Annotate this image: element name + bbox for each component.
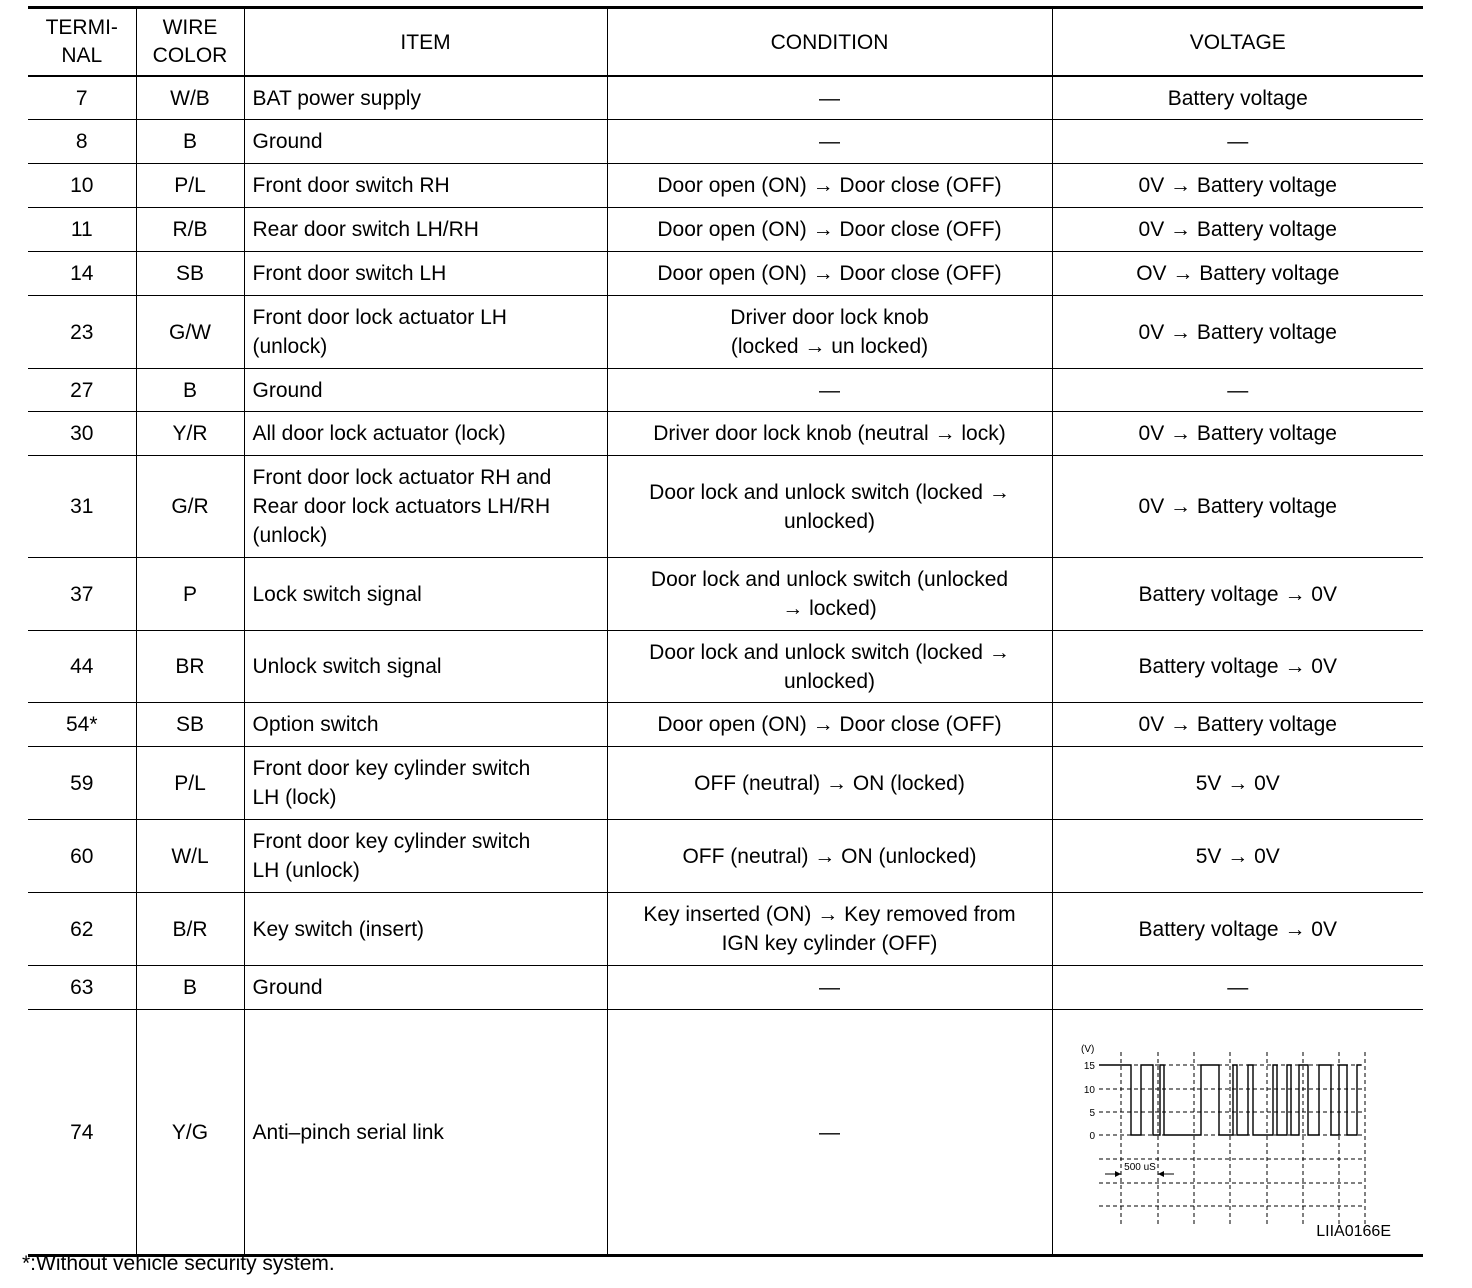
cell-item: Front door lock actuator RH and Rear door lock actuators LH/RH (unlock): [244, 456, 607, 558]
cell-voltage: 5V → 0V: [1052, 820, 1423, 893]
cell-wire-color: Y/R: [136, 412, 244, 456]
cell-condition: OFF (neutral) → ON (locked): [607, 747, 1052, 820]
cell-item: Lock switch signal: [244, 558, 607, 631]
cell-wire-color: P: [136, 558, 244, 631]
waveform-y-tick: 5: [1088, 1108, 1095, 1119]
table-row: [28, 252, 1423, 296]
cell-terminal: 63: [28, 966, 136, 1010]
table-row: [28, 164, 1423, 208]
serial-link-waveform: [1061, 1012, 1432, 1252]
cell-terminal: 60: [28, 820, 136, 893]
cell-wire-color: R/B: [136, 208, 244, 252]
header-item: ITEM: [244, 8, 607, 77]
cell-condition: Door lock and unlock switch (locked → unlocked): [607, 456, 1052, 558]
cell-condition: Driver door lock knob (locked → un locked): [607, 296, 1052, 369]
table-row: [28, 747, 1423, 820]
cell-item: All door lock actuator (lock): [244, 412, 607, 456]
table-row: [28, 208, 1423, 252]
header-condition: CONDITION: [607, 8, 1052, 77]
cell-item: Unlock switch signal: [244, 631, 607, 703]
cell-item: Option switch: [244, 703, 607, 747]
cell-item: BAT power supply: [244, 76, 607, 120]
cell-voltage: 0V → Battery voltage: [1052, 703, 1423, 747]
cell-item: Anti–pinch serial link: [244, 1010, 607, 1256]
table-row: [28, 631, 1423, 703]
cell-condition: —: [607, 966, 1052, 1010]
header-wire-color: WIRE COLOR: [136, 8, 244, 77]
table-row: [28, 296, 1423, 369]
cell-terminal: 23: [28, 296, 136, 369]
cell-item: Front door lock actuator LH (unlock): [244, 296, 607, 369]
cell-item: Front door key cylinder switch LH (lock): [244, 747, 607, 820]
table-row: [28, 1010, 1423, 1256]
waveform-y-tick: 15: [1083, 1061, 1095, 1072]
cell-voltage: —: [1052, 369, 1423, 412]
terminal-spec-table: [28, 6, 1423, 1257]
cell-voltage: 0V → Battery voltage: [1052, 412, 1423, 456]
cell-terminal: 37: [28, 558, 136, 631]
table-row: [28, 76, 1423, 120]
cell-wire-color: B: [136, 120, 244, 164]
cell-terminal: 54*: [28, 703, 136, 747]
cell-item: Key switch (insert): [244, 893, 607, 966]
cell-voltage: 5V → 0V: [1052, 747, 1423, 820]
table-row: [28, 369, 1423, 412]
cell-condition: Door open (ON) → Door close (OFF): [607, 252, 1052, 296]
cell-item: Front door key cylinder switch LH (unlock): [244, 820, 607, 893]
cell-voltage-waveform: [1052, 1010, 1423, 1256]
cell-terminal: 11: [28, 208, 136, 252]
cell-voltage: 0V → Battery voltage: [1052, 456, 1423, 558]
cell-wire-color: SB: [136, 252, 244, 296]
time-arrowhead-left: [1115, 1171, 1121, 1177]
cell-voltage: Battery voltage → 0V: [1052, 893, 1423, 966]
cell-condition: —: [607, 1010, 1052, 1256]
cell-wire-color: W/B: [136, 76, 244, 120]
cell-voltage: 0V → Battery voltage: [1052, 164, 1423, 208]
cell-condition: OFF (neutral) → ON (unlocked): [607, 820, 1052, 893]
cell-wire-color: P/L: [136, 164, 244, 208]
cell-item: Ground: [244, 966, 607, 1010]
cell-voltage: Battery voltage → 0V: [1052, 558, 1423, 631]
cell-terminal: 59: [28, 747, 136, 820]
cell-terminal: 27: [28, 369, 136, 412]
cell-condition: —: [607, 120, 1052, 164]
cell-wire-color: Y/G: [136, 1010, 244, 1256]
cell-wire-color: B: [136, 966, 244, 1010]
figure-id: LIIA0166E: [1315, 1223, 1391, 1240]
cell-item: Ground: [244, 369, 607, 412]
cell-voltage: 0V → Battery voltage: [1052, 296, 1423, 369]
table-row: [28, 966, 1423, 1010]
cell-terminal: 44: [28, 631, 136, 703]
cell-terminal: 14: [28, 252, 136, 296]
cell-voltage: 0V → Battery voltage: [1052, 208, 1423, 252]
cell-wire-color: SB: [136, 703, 244, 747]
cell-item: Front door switch LH: [244, 252, 607, 296]
time-arrowhead-right: [1158, 1171, 1164, 1177]
header-row: [28, 8, 1423, 77]
table-row: [28, 703, 1423, 747]
table-row: [28, 820, 1423, 893]
cell-wire-color: G/W: [136, 296, 244, 369]
cell-terminal: 62: [28, 893, 136, 966]
cell-voltage: Battery voltage: [1052, 76, 1423, 120]
cell-terminal: 7: [28, 76, 136, 120]
table-row: [28, 456, 1423, 558]
cell-wire-color: B/R: [136, 893, 244, 966]
cell-voltage: —: [1052, 120, 1423, 164]
cell-condition: Door open (ON) → Door close (OFF): [607, 703, 1052, 747]
footnote: *:Without vehicle security system.: [22, 1252, 335, 1275]
cell-condition: Door lock and unlock switch (locked → unlocked): [607, 631, 1052, 703]
cell-item: Rear door switch LH/RH: [244, 208, 607, 252]
cell-condition: Door open (ON) → Door close (OFF): [607, 164, 1052, 208]
waveform-unit-label: (V): [1080, 1044, 1094, 1055]
cell-terminal: 74: [28, 1010, 136, 1256]
cell-wire-color: G/R: [136, 456, 244, 558]
table-body: [28, 76, 1423, 1256]
cell-wire-color: B: [136, 369, 244, 412]
waveform-y-tick: 10: [1083, 1085, 1095, 1096]
cell-voltage: OV → Battery voltage: [1052, 252, 1423, 296]
table-row: [28, 558, 1423, 631]
cell-item: Front door switch RH: [244, 164, 607, 208]
table-row: [28, 893, 1423, 966]
cell-voltage: Battery voltage → 0V: [1052, 631, 1423, 703]
cell-wire-color: P/L: [136, 747, 244, 820]
cell-condition: Driver door lock knob (neutral → lock): [607, 412, 1052, 456]
table-row: [28, 120, 1423, 164]
cell-terminal: 31: [28, 456, 136, 558]
cell-terminal: 8: [28, 120, 136, 164]
cell-terminal: 10: [28, 164, 136, 208]
header-voltage: VOLTAGE: [1052, 8, 1423, 77]
cell-condition: —: [607, 76, 1052, 120]
cell-wire-color: BR: [136, 631, 244, 703]
cell-terminal: 30: [28, 412, 136, 456]
table-row: [28, 412, 1423, 456]
cell-condition: —: [607, 369, 1052, 412]
header-terminal: TERMI- NAL: [28, 8, 136, 77]
cell-condition: Key inserted (ON) → Key removed from IGN key cylinder (OFF): [607, 893, 1052, 966]
waveform-time-label: 500 uS: [1123, 1162, 1156, 1173]
cell-wire-color: W/L: [136, 820, 244, 893]
cell-condition: Door lock and unlock switch (unlocked → locked): [607, 558, 1052, 631]
waveform-y-tick: 0: [1088, 1131, 1095, 1142]
cell-voltage: —: [1052, 966, 1423, 1010]
cell-condition: Door open (ON) → Door close (OFF): [607, 208, 1052, 252]
cell-item: Ground: [244, 120, 607, 164]
